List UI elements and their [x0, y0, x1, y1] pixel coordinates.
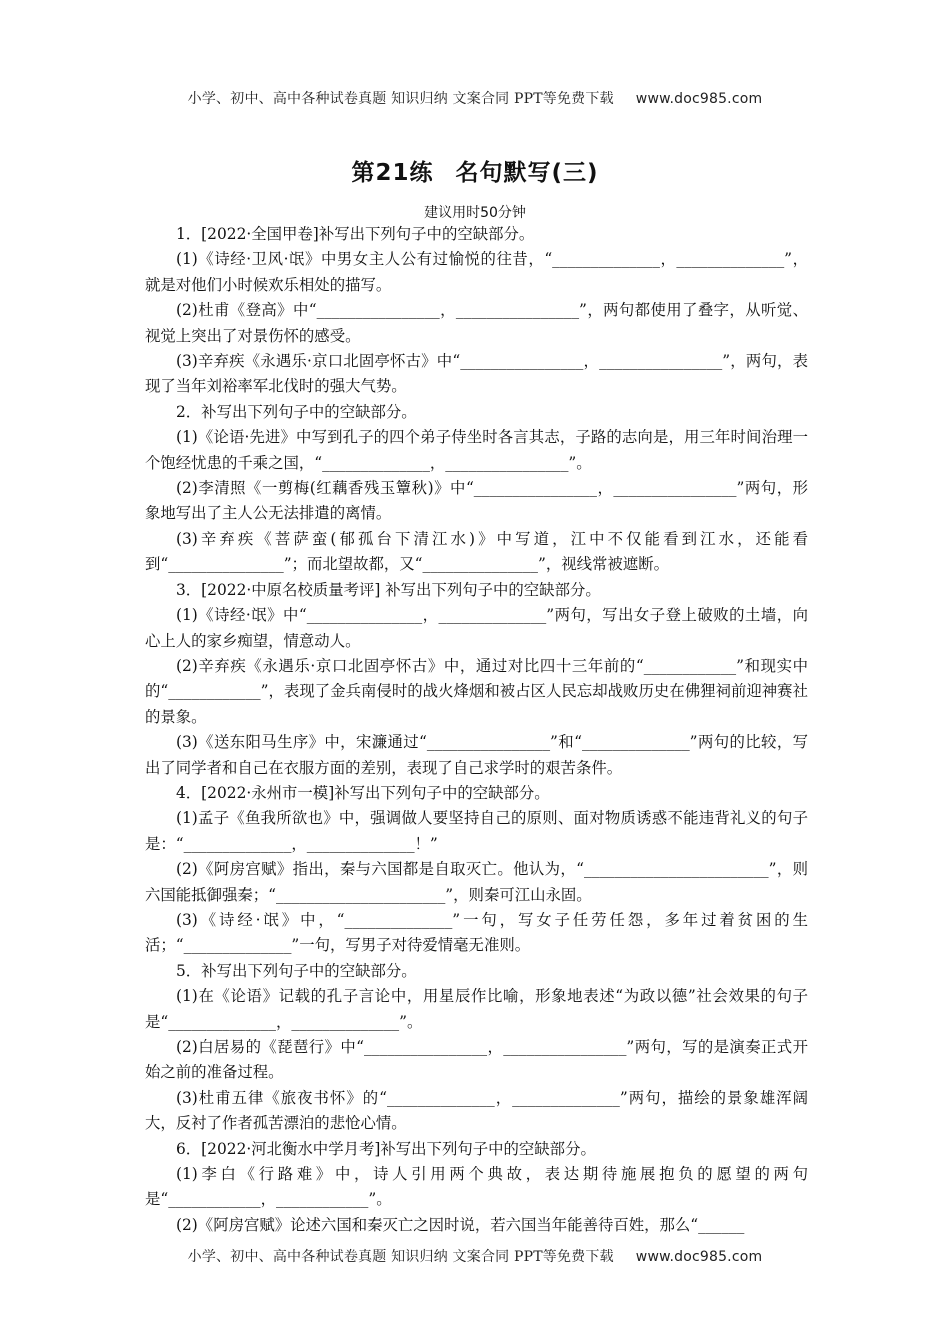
- title-topic: 名句默写(三): [455, 160, 599, 186]
- paragraph: (2)李清照《一剪梅(红藕香残玉簟秋)》中“________________，________________”两句，形象地写出了主人公无法排遣的离情。: [145, 479, 808, 523]
- page-header: [0, 88, 950, 108]
- paragraph: (1)《诗经·氓》中“_______________，______________”两句，写出女子登上破败的土墙，向心上人的家乡痴望，情意动人。: [145, 606, 808, 650]
- header-site[interactable]: www.doc985.com: [635, 91, 763, 107]
- footer-site[interactable]: www.doc985.com: [635, 1249, 763, 1265]
- paragraph: (1)《论语·先进》中写到孔子的四个弟子侍坐时各言其志，子路的志向是，用三年时间治理一个饱经忧患的千乘之国，“______________，________________”。: [145, 428, 808, 472]
- page-subtitle: 建议用时50分钟: [424, 205, 526, 221]
- paragraph: (3)《送东阳马生序》中，宋濂通过“________________”和“______________”两句的比较，写出了同学者和自己在衣服方面的差别，表现了自己求学时的艰苦条件。: [145, 733, 808, 777]
- paragraph: (1)李白《行路难》中，诗人引用两个典故，表达期待施展抱负的愿望的两句是“____________，____________”。: [145, 1165, 808, 1209]
- paragraph: (2)杜甫《登高》中“________________，________________”，两句都使用了叠字，从听觉、视觉上突出了对景伤怀的感受。: [145, 301, 808, 345]
- paragraph: (3)辛弃疾《菩萨蛮(郁孤台下清江水)》中写道，江中不仅能看到江水，还能看到“_______________”；而北望故都，又“_______________”，视线常被遮断。: [145, 529, 808, 574]
- header-text: 小学、初中、高中各种试卷真题 知识归纳 文案合同 PPT等免费下载: [187, 91, 614, 107]
- paragraph: (1)在《论语》记载的孔子言论中，用星辰作比喻，形象地表述“为政以德”社会效果的句子是“______________，______________”。: [145, 987, 808, 1031]
- paragraph: 2．补写出下列句子中的空缺部分。: [176, 402, 417, 421]
- page-footer: [0, 1246, 950, 1266]
- paragraph: (2)《阿房宫赋》指出，秦与六国都是自取灭亡。他认为，“________________________”，则六国能抵御强秦；“______________________”，则秦可江山永固。: [145, 860, 808, 904]
- paragraph: (3)杜甫五律《旅夜书怀》的“______________，______________”两句，描绘的景象雄浑阔大，反衬了作者孤苦漂泊的悲怆心情。: [145, 1088, 808, 1133]
- paragraph: 6．[2022·河北衡水中学月考]补写出下列句子中的空缺部分。: [176, 1139, 596, 1158]
- page-title: [0, 154, 950, 187]
- paragraph: (2)辛弃疾《永遇乐·京口北固亭怀古》中，通过对比四十三年前的“____________”和现实中的“____________”，表现了金兵南侵时的战火烽烟和被占区人民忘却战败历史在佛狸祠前迎神赛社的景象。: [145, 656, 808, 726]
- paragraph: (1)《诗经·卫风·氓》中男女主人公有过愉悦的往昔，“______________，______________”，就是对他们小时候欢乐相处的描写。: [145, 250, 808, 294]
- paragraph: 5．补写出下列句子中的空缺部分。: [176, 961, 417, 980]
- paragraph: (2)《阿房宫赋》论述六国和秦灭亡之因时说，若六国当年能善待百姓，那么“______: [176, 1215, 745, 1234]
- footer-text: 小学、初中、高中各种试卷真题 知识归纳 文案合同 PPT等免费下载: [187, 1249, 614, 1265]
- paragraph: 4．[2022·永州市一模]补写出下列句子中的空缺部分。: [176, 783, 550, 802]
- paragraph: (1)孟子《鱼我所欲也》中，强调做人要坚持自己的原则、面对物质诱惑不能违背礼义的句子是：“______________，______________！”: [145, 809, 808, 853]
- paragraph: (3)《诗经·氓》中，“______________”一句，写女子任劳任怨，多年过着贫困的生活；“______________”一句，写男子对待爱情毫无准则。: [145, 910, 808, 955]
- paragraph: 3．[2022·中原名校质量考评] 补写出下列句子中的空缺部分。: [176, 580, 601, 599]
- paragraph: (2)白居易的《琵琶行》中“________________，________________”两句，写的是演奏正式开始之前的准备过程。: [145, 1038, 808, 1082]
- exercise-body: [145, 222, 808, 1238]
- paragraph: (3)辛弃疾《永遇乐·京口北固亭怀古》中“________________，________________”，两句，表现了当年刘裕率军北伐时的强大气势。: [145, 352, 808, 396]
- title-lesson: 第21练: [351, 160, 434, 186]
- paragraph: 1．[2022·全国甲卷]补写出下列句子中的空缺部分。: [176, 225, 535, 243]
